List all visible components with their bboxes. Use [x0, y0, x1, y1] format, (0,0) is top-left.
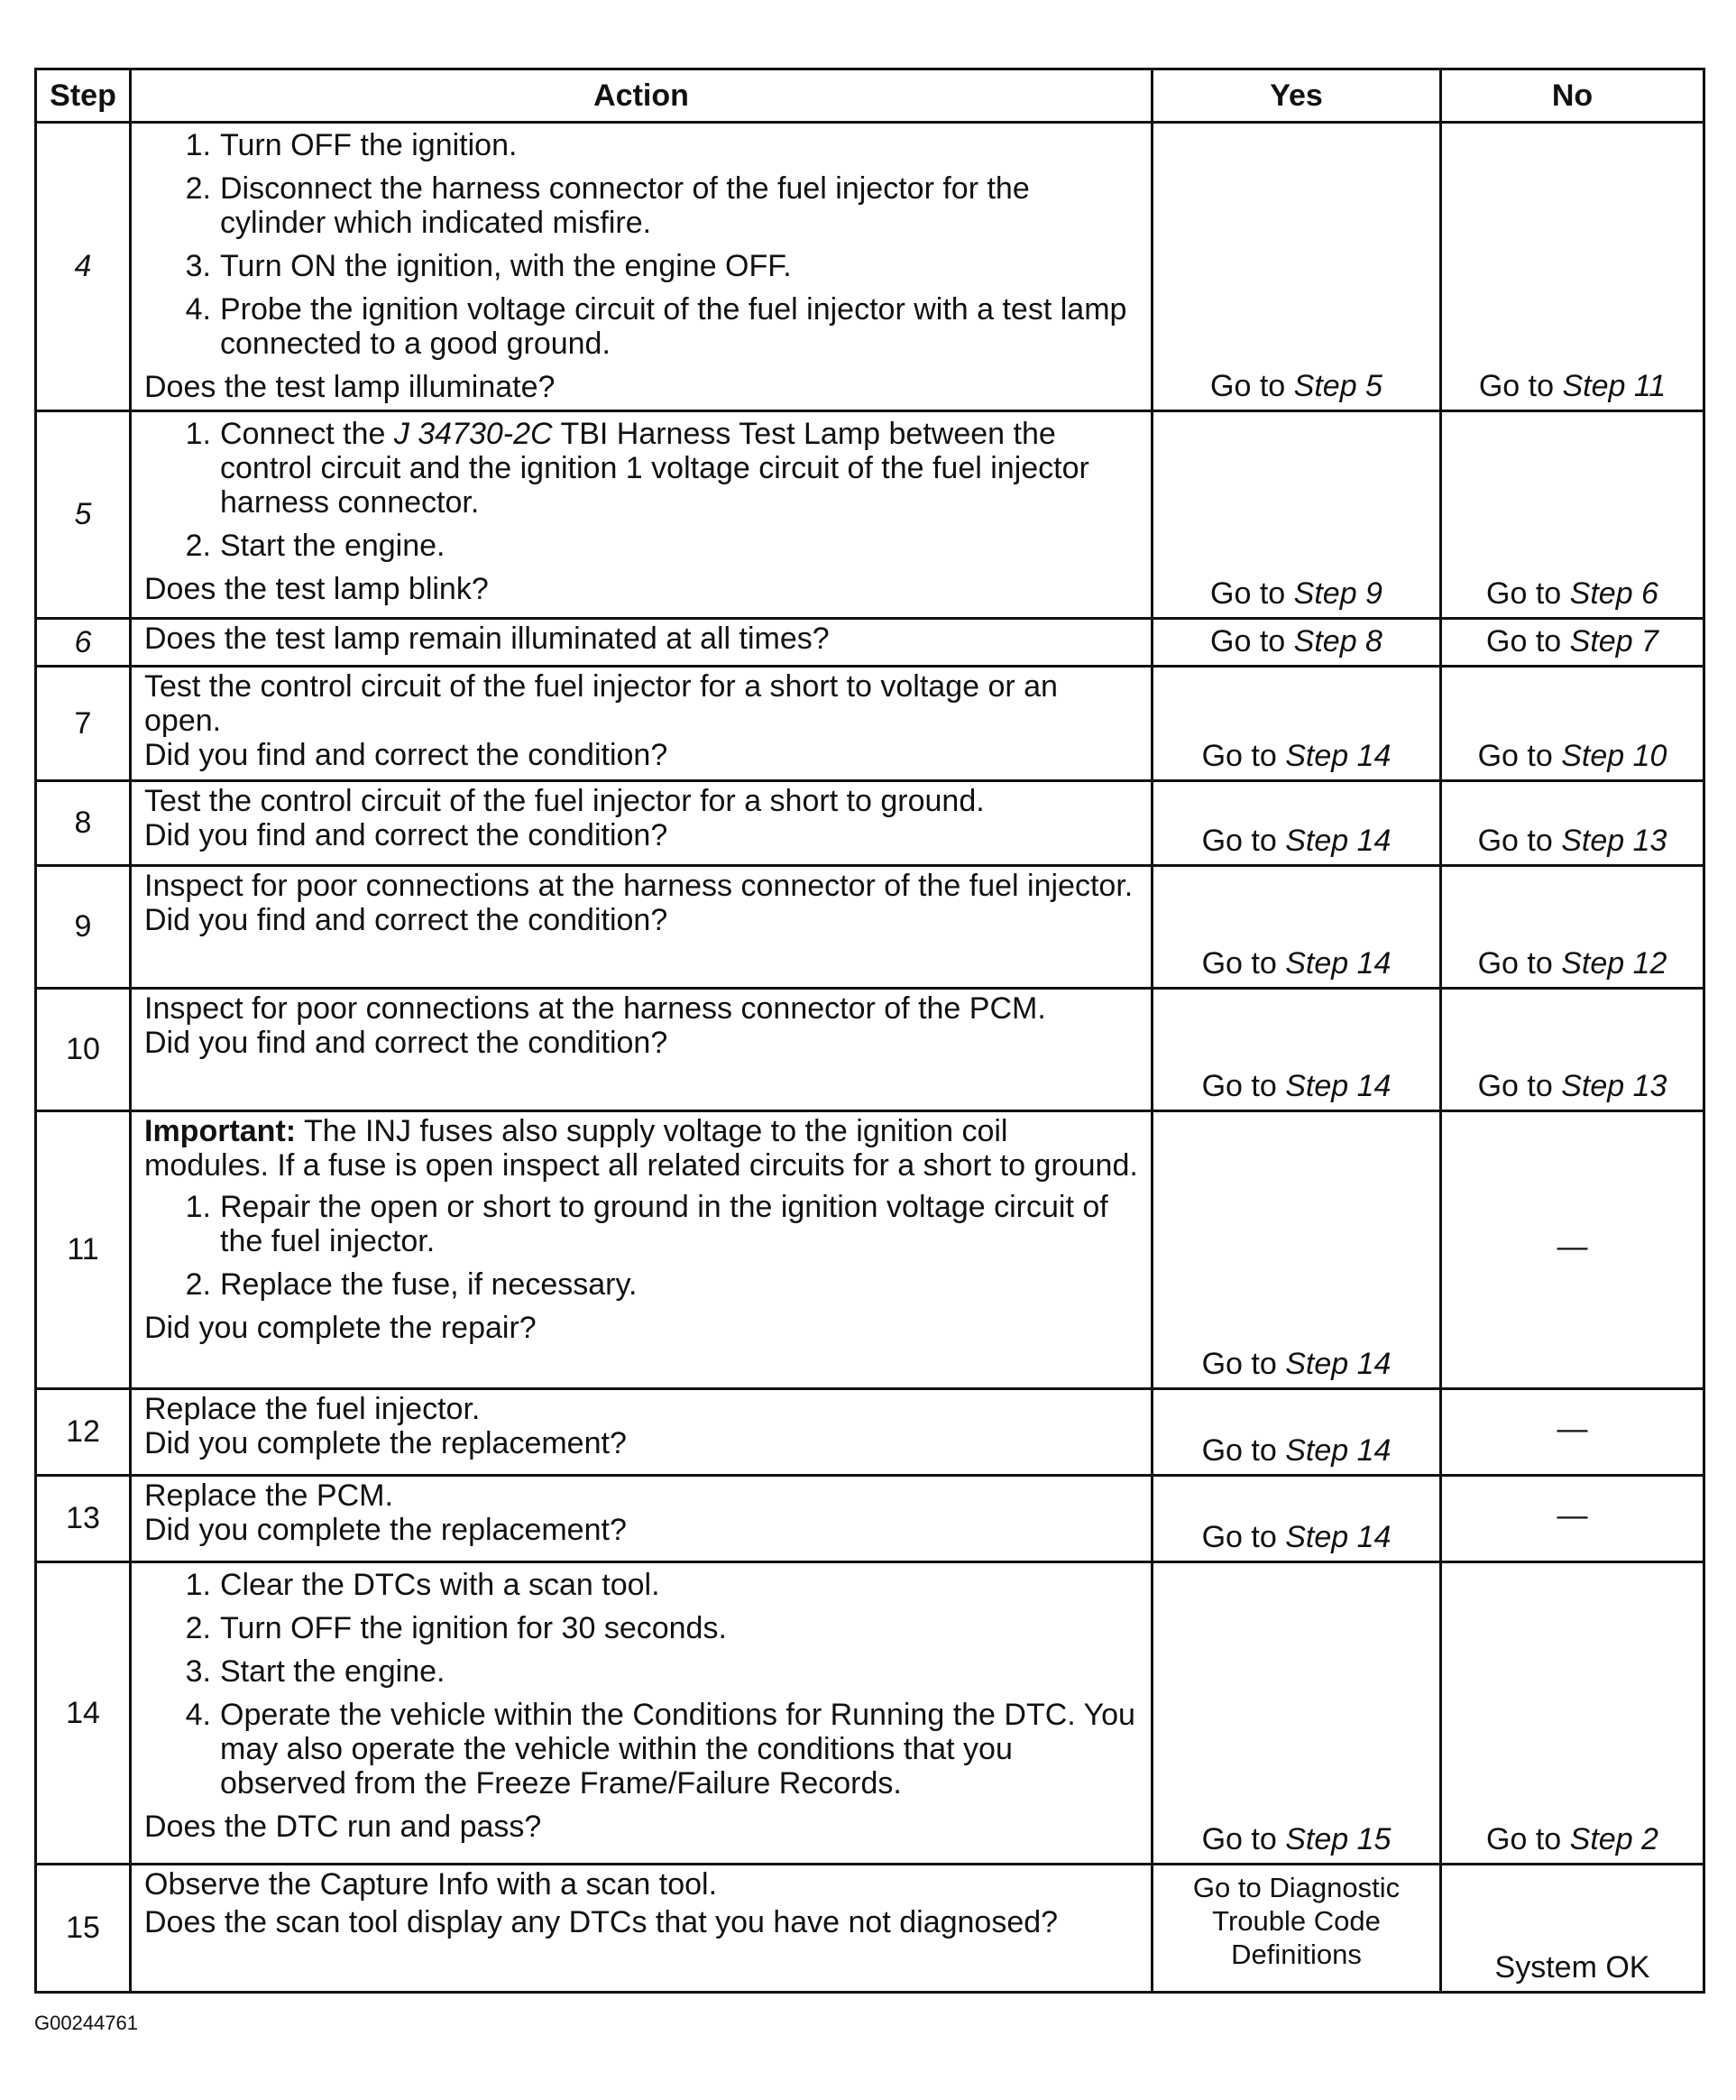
- important-text: The INJ fuses also supply voltage to the ignition coil modules. If a fuse is open inspect all related circuits for a short to ground.: [144, 1114, 1138, 1183]
- table-row: [36, 1389, 1704, 1476]
- yes-cell: [1153, 1111, 1441, 1389]
- step-number: 13: [36, 1476, 131, 1562]
- go-to-label: Go to: [1478, 369, 1555, 403]
- go-to-label: Go to: [1210, 624, 1286, 659]
- no-cell: [1441, 989, 1704, 1111]
- diagnostic-table: [34, 68, 1705, 1994]
- no-step-link: Step 13: [1561, 824, 1667, 858]
- no-cell: [1441, 123, 1704, 411]
- yes-step-link: Step 14: [1285, 1520, 1392, 1554]
- table-row: [36, 619, 1704, 667]
- list-item: [144, 171, 1138, 240]
- go-to-label: Go to: [1477, 739, 1553, 773]
- step-number: 10: [36, 989, 131, 1111]
- step-number: 9: [36, 866, 131, 989]
- question-text: Does the test lamp blink?: [144, 572, 489, 606]
- substep-number: 2.: [185, 171, 211, 206]
- no-step-link: Step 2: [1569, 1822, 1658, 1856]
- yes-cell: Go to Diagnostic Trouble Code Definitions: [1153, 1865, 1441, 1993]
- question-text: Did you find and correct the condition?: [144, 818, 668, 852]
- tool-number: J 34730-2C: [393, 417, 553, 451]
- no-cell: [1441, 411, 1704, 619]
- question-text: Does the test lamp remain illuminated at all times?: [144, 622, 830, 656]
- figure-id: G00244761: [34, 2012, 138, 2034]
- yes-cell: [1153, 1389, 1441, 1476]
- yes-step-link: Step 14: [1285, 739, 1392, 773]
- table-row: [36, 781, 1704, 866]
- substep-number: 2.: [185, 529, 211, 563]
- table-row: [36, 866, 1704, 989]
- action-cell: [131, 989, 1153, 1111]
- step-number: 12: [36, 1389, 131, 1476]
- substep-text: Probe the ignition voltage circuit of the fuel injector with a test lamp connected to a good ground.: [220, 292, 1127, 361]
- substep-number: 4.: [185, 292, 211, 327]
- yes-step-link: Step 14: [1285, 946, 1392, 981]
- substep-number: 1.: [185, 128, 211, 162]
- substep-number: 2.: [185, 1611, 211, 1645]
- question-text: Did you find and correct the condition?: [144, 738, 668, 772]
- substep-number: 2.: [185, 1267, 211, 1302]
- no-cell: [1441, 619, 1704, 667]
- go-to-label: Go to: [1210, 576, 1286, 611]
- action-text: Inspect for poor connections at the harness connector of the fuel injector.: [144, 869, 1134, 903]
- question-text: Does the scan tool display any DTCs that you have not diagnosed?: [144, 1905, 1059, 1939]
- question-text: Did you complete the replacement?: [144, 1513, 627, 1547]
- action-text: Inspect for poor connections at the harness connector of the PCM.: [144, 991, 1046, 1026]
- yes-step-link: Step 14: [1285, 1069, 1392, 1103]
- table-row: [36, 667, 1704, 781]
- action-text: Replace the PCM.: [144, 1478, 393, 1513]
- action-text: Test the control circuit of the fuel injector for a short to voltage or an open.: [144, 669, 1058, 738]
- go-to-label: Go to: [1201, 1433, 1277, 1468]
- substep-text: Replace the fuse, if necessary.: [220, 1267, 638, 1302]
- action-cell: [131, 411, 1153, 619]
- go-to-label: Go to: [1486, 624, 1562, 659]
- question-text: Did you complete the replacement?: [144, 1426, 627, 1460]
- yes-step-link: Step 8: [1293, 624, 1382, 659]
- action-cell: [131, 1476, 1153, 1562]
- action-cell: [131, 781, 1153, 866]
- list-item: [144, 1698, 1138, 1801]
- substep-text: Start the engine.: [220, 1654, 445, 1689]
- yes-cell: [1153, 411, 1441, 619]
- yes-cell: [1153, 1476, 1441, 1562]
- yes-step-link: Step 14: [1285, 824, 1392, 858]
- important-label: Important:: [144, 1114, 297, 1148]
- question-text: Does the DTC run and pass?: [144, 1810, 542, 1844]
- list-item: [144, 1654, 1138, 1689]
- list-item: [144, 1267, 1138, 1302]
- yes-step-link: Step 15: [1285, 1822, 1392, 1856]
- substep-text: Turn OFF the ignition for 30 seconds.: [220, 1611, 727, 1645]
- substep-text-pre: Connect the: [220, 417, 386, 451]
- important-note: [144, 1114, 1138, 1183]
- table-row: [36, 123, 1704, 411]
- go-to-label: Go to: [1201, 1069, 1277, 1103]
- go-to-label: Go to: [1486, 1822, 1562, 1856]
- substep-list: [144, 417, 1138, 563]
- step-number: 6: [36, 619, 131, 667]
- action-cell: [131, 1865, 1153, 1993]
- no-cell: [1441, 1562, 1704, 1865]
- yes-step-link: Step 14: [1285, 1347, 1392, 1381]
- no-cell: [1441, 667, 1704, 781]
- go-to-label: Go to: [1210, 369, 1286, 403]
- action-cell: [131, 667, 1153, 781]
- no-step-link: Step 13: [1561, 1069, 1667, 1103]
- yes-step-link: Step 9: [1293, 576, 1382, 611]
- substep-text: Clear the DTCs with a scan tool.: [220, 1568, 660, 1602]
- yes-cell: [1153, 619, 1441, 667]
- table-row: [36, 411, 1704, 619]
- substep-text-post: TBI Harness Test Lamp between the control circuit and the ignition 1 voltage circuit of the fuel injector harness connector.: [220, 417, 1089, 520]
- substep-number: 1.: [185, 417, 211, 451]
- yes-step-link: Step 5: [1293, 369, 1382, 403]
- substep-number: 1.: [185, 1190, 211, 1224]
- substep-text: Operate the vehicle within the Conditions for Running the DTC. You may also operate the vehicle within the conditions that you observed from the Freeze Frame/Failure Records.: [220, 1698, 1135, 1801]
- step-number: 15: [36, 1865, 131, 1993]
- substep-number: 3.: [185, 1654, 211, 1689]
- go-to-label: Go to: [1201, 1347, 1277, 1381]
- action-cell: [131, 866, 1153, 989]
- yes-cell: [1153, 667, 1441, 781]
- header-step: Step: [36, 69, 131, 123]
- list-item: [144, 249, 1138, 283]
- action-cell: [131, 1562, 1153, 1865]
- step-number: 11: [36, 1111, 131, 1389]
- list-item: [144, 1568, 1138, 1602]
- no-cell: —: [1441, 1111, 1704, 1389]
- substep-number: 4.: [185, 1698, 211, 1732]
- step-number: 8: [36, 781, 131, 866]
- no-cell: —: [1441, 1389, 1704, 1476]
- yes-step-link: Step 14: [1285, 1433, 1392, 1468]
- header-action: Action: [131, 69, 1153, 123]
- go-to-label: Go to: [1201, 1520, 1277, 1554]
- substep-list: [144, 1568, 1138, 1801]
- go-to-label: Go to: [1477, 946, 1553, 981]
- substep-text: Repair the open or short to ground in the ignition voltage circuit of the fuel injector.: [220, 1190, 1108, 1258]
- step-number: 4: [36, 123, 131, 411]
- action-cell: [131, 123, 1153, 411]
- action-cell: [131, 1111, 1153, 1389]
- no-step-link: Step 12: [1561, 946, 1667, 981]
- table-row: [36, 989, 1704, 1111]
- table-row: [36, 1111, 1704, 1389]
- no-cell: System OK: [1441, 1865, 1704, 1993]
- step-number: 14: [36, 1562, 131, 1865]
- no-step-link: Step 6: [1569, 576, 1658, 611]
- no-cell: [1441, 866, 1704, 989]
- action-text: Replace the fuel injector.: [144, 1392, 481, 1426]
- header-yes: Yes: [1153, 69, 1441, 123]
- substep-number: 3.: [185, 249, 211, 283]
- go-to-label: Go to: [1201, 739, 1277, 773]
- no-cell: [1441, 781, 1704, 866]
- question-text: Did you complete the repair?: [144, 1311, 537, 1345]
- header-no: No: [1441, 69, 1704, 123]
- go-to-label: Go to: [1477, 824, 1553, 858]
- no-step-link: Step 10: [1561, 739, 1667, 773]
- list-item: [144, 1611, 1138, 1645]
- yes-cell: [1153, 781, 1441, 866]
- substep-text: Disconnect the harness connector of the fuel injector for the cylinder which indicated misfire.: [220, 171, 1030, 240]
- go-to-label: Go to: [1486, 576, 1562, 611]
- substep-text: Turn OFF the ignition.: [220, 128, 518, 162]
- table-row: [36, 1865, 1704, 1993]
- no-step-link: Step 7: [1569, 624, 1658, 659]
- go-to-label: Go to: [1477, 1069, 1553, 1103]
- yes-cell: [1153, 989, 1441, 1111]
- no-cell: —: [1441, 1476, 1704, 1562]
- go-to-label: Go to: [1201, 824, 1277, 858]
- header-row: [36, 69, 1704, 123]
- action-text: Observe the Capture Info with a scan tool.: [144, 1867, 718, 1902]
- question-text: Does the test lamp illuminate?: [144, 370, 556, 404]
- table-row: [36, 1476, 1704, 1562]
- yes-cell: [1153, 866, 1441, 989]
- yes-cell: [1153, 1562, 1441, 1865]
- action-text: Test the control circuit of the fuel injector for a short to ground.: [144, 784, 985, 818]
- question-text: Did you find and correct the condition?: [144, 903, 668, 937]
- step-number: 7: [36, 667, 131, 781]
- no-step-link: Step 11: [1562, 369, 1667, 403]
- go-to-label: Go to: [1201, 946, 1277, 981]
- action-cell: [131, 1389, 1153, 1476]
- action-cell: [131, 619, 1153, 667]
- list-item: [144, 292, 1138, 361]
- list-item: [144, 529, 1138, 563]
- step-number: 5: [36, 411, 131, 619]
- list-item: [144, 1190, 1138, 1258]
- substep-text: Start the engine.: [220, 529, 445, 563]
- substep-list: [144, 128, 1138, 361]
- question-text: Did you find and correct the condition?: [144, 1026, 668, 1060]
- list-item: [144, 417, 1138, 520]
- table-row: [36, 1562, 1704, 1865]
- substep-text: Turn ON the ignition, with the engine OFF.: [220, 249, 792, 283]
- substep-number: 1.: [185, 1568, 211, 1602]
- yes-cell: [1153, 123, 1441, 411]
- list-item: [144, 128, 1138, 162]
- substep-list: [144, 1190, 1138, 1302]
- go-to-label: Go to: [1201, 1822, 1277, 1856]
